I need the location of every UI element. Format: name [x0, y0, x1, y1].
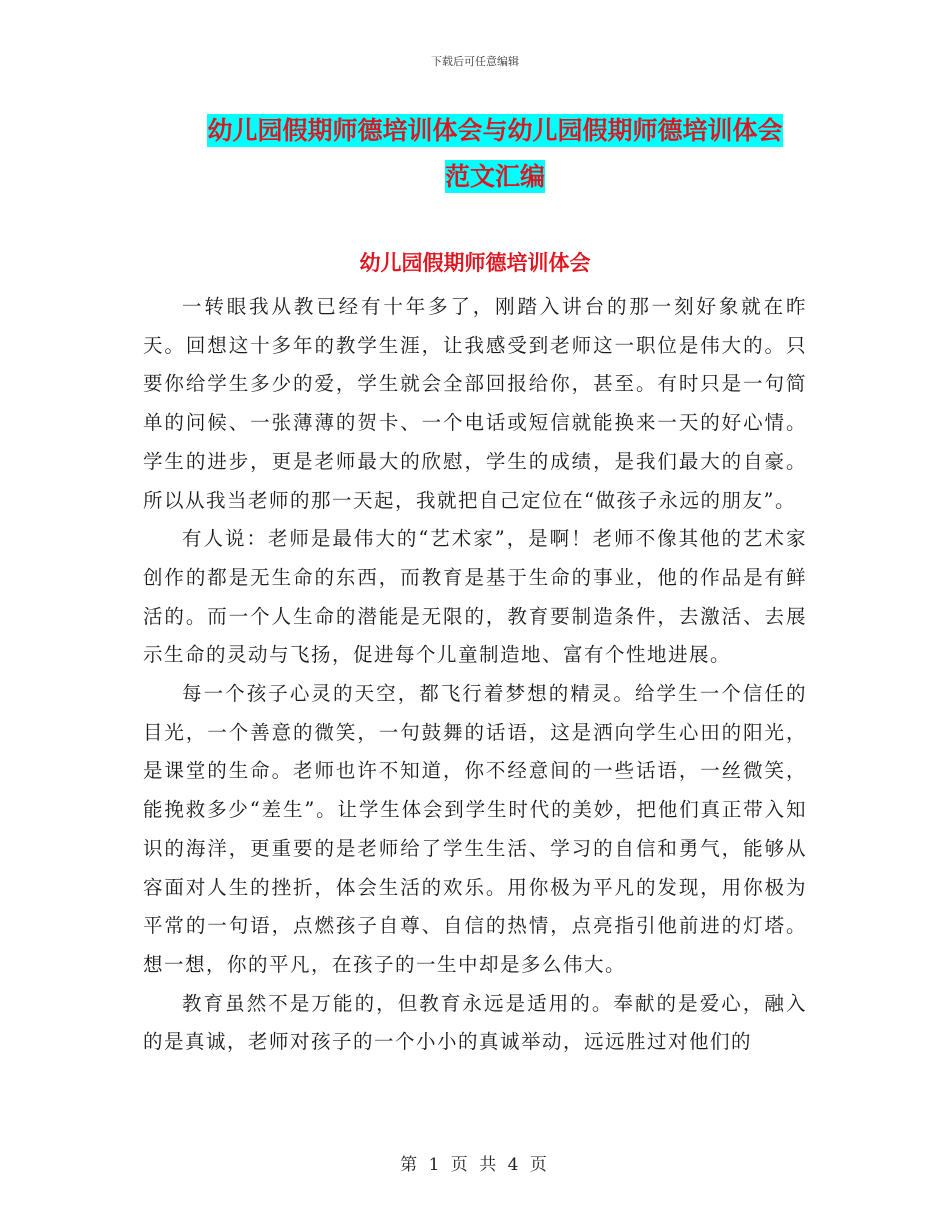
paragraph: 一转眼我从教已经有十年多了，刚踏入讲台的那一刻好象就在昨天。回想这十多年的教学生涯，让我感受到老师这一职位是伟大的。只要你给学生多少的爱，学生就会全部回报给你，甚至。有时只是一句简单的问候、一张薄薄的贺卡、一个电话或短信就能换来一天的好心情。学生的进步，更是老师最大的欣慰，学生的成绩，是我们最大的自豪。所以从我当老师的那一天起，我就把自己定位在“做孩子永远的朋友”。 — [143, 295, 807, 512]
page-footer: 第 1 页 共 4 页 — [400, 1155, 550, 1175]
paragraph: 每一个孩子心灵的天空，都飞行着梦想的精灵。给学生一个信任的目光，一个善意的微笑，一句鼓舞的话语，这是洒向学生心田的阳光，是课堂的生命。老师也许不知道，你不经意间的一些话语，一丝微笑，能挽救多少“差生”。让学生体会到学生时代的美妙，把他们真正带入知识的海洋，更重要的是老师给了学生生活、学习的自信和勇气，能够从容面对人生的挫折，体会生活的欢乐。用你极为平凡的发现，用你极为平常的一句语，点燃孩子自尊、自信的热情，点亮指引他前进的灯塔。想一想，你的平凡，在孩子的一生中却是多么伟大。 — [143, 682, 807, 976]
document-title-line1: 幼儿园假期师德培训体会与幼儿园假期师德培训体会 — [207, 116, 783, 145]
section-title: 幼儿园假期师德培训体会 — [359, 251, 591, 275]
document-title — [145, 108, 845, 200]
header-note: 下载后可任意编辑 — [431, 55, 519, 68]
paragraph: 有人说：老师是最伟大的“艺术家”，是啊！老师不像其他的艺术家创作的都是无生命的东西，而教育是基于生命的事业，他的作品是有鲜活的。而一个人生命的潜能是无限的，教育要制造条件，去激活、去展示生命的灵动与飞扬，促进每个儿童制造地、富有个性地进展。 — [143, 527, 807, 667]
body-text — [143, 288, 807, 1062]
document-title-line2: 范文汇编 — [444, 162, 545, 191]
paragraph: 教育虽然不是万能的，但教育永远是适用的。奉献的是爱心，融入的是真诚，老师对孩子的一个小小的真诚举动，远远胜过对他们的 — [143, 991, 807, 1054]
